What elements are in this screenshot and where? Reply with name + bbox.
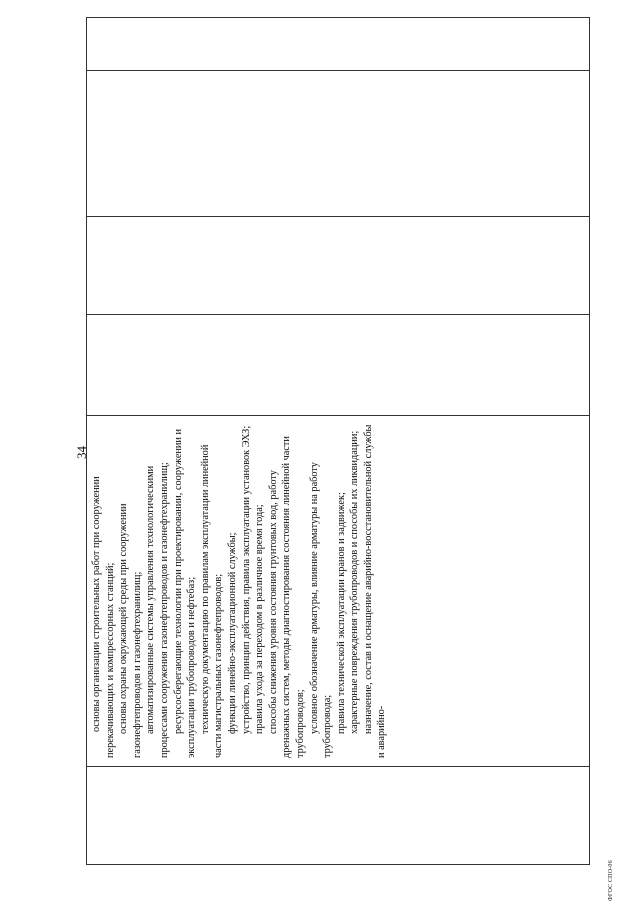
competency-cell xyxy=(87,416,590,767)
table-row xyxy=(87,18,590,865)
list-item: способы снижения уровня состояния грунтовых вод, работу дренажных систем, методы диагностирования состояния линейной части трубопроводов; xyxy=(267,436,306,758)
empty-cell xyxy=(87,315,590,416)
list-item: ресурсосберегающие технологии при проектировании, сооружении и эксплуатации трубопроводов и нефтебаз; xyxy=(172,428,198,758)
list-item: основы охраны окружающей среды при сооружении газонефтепроводов и газонефтехранилищ; xyxy=(118,503,143,758)
curriculum-table xyxy=(86,17,590,865)
list-item: техническую документацию по правилам эксплуатации линейной части магистральных газонефтепроводов; xyxy=(199,444,225,758)
list-item: автоматизированные системы управления технологическими процессами сооружения газонефтепроводов и газонефтехранилищ; xyxy=(145,462,170,758)
list-item: условное обозначение арматуры, влияние арматуры на работу трубопровода; xyxy=(308,462,334,758)
list-item: назначение, состав и оснащение аварийно-восстановительной службы и аварийно- xyxy=(362,424,388,758)
footer-code: ФГОС СПО-06 xyxy=(608,860,614,901)
page-number: 34 xyxy=(74,446,89,459)
list-item: правила ухода за переходом в различное время года; xyxy=(254,504,266,734)
empty-cell xyxy=(87,18,590,71)
list-item: основы организации строительных работ при сооружении перекачивающих и компрессорных станций; xyxy=(91,476,116,758)
list-item: характерные повреждения трубопроводов и способы их ликвидации; xyxy=(349,430,361,734)
list-item: правила технической эксплуатации кранов и задвижек; xyxy=(335,492,347,734)
index-cell xyxy=(87,767,590,865)
list-item: функции линейно-эксплуатационной службы; xyxy=(226,532,238,734)
list-item: устройство, принцип действия, правила эксплуатации установок ЭХЗ; xyxy=(240,425,252,734)
empty-cell xyxy=(87,217,590,315)
empty-cell xyxy=(87,71,590,217)
